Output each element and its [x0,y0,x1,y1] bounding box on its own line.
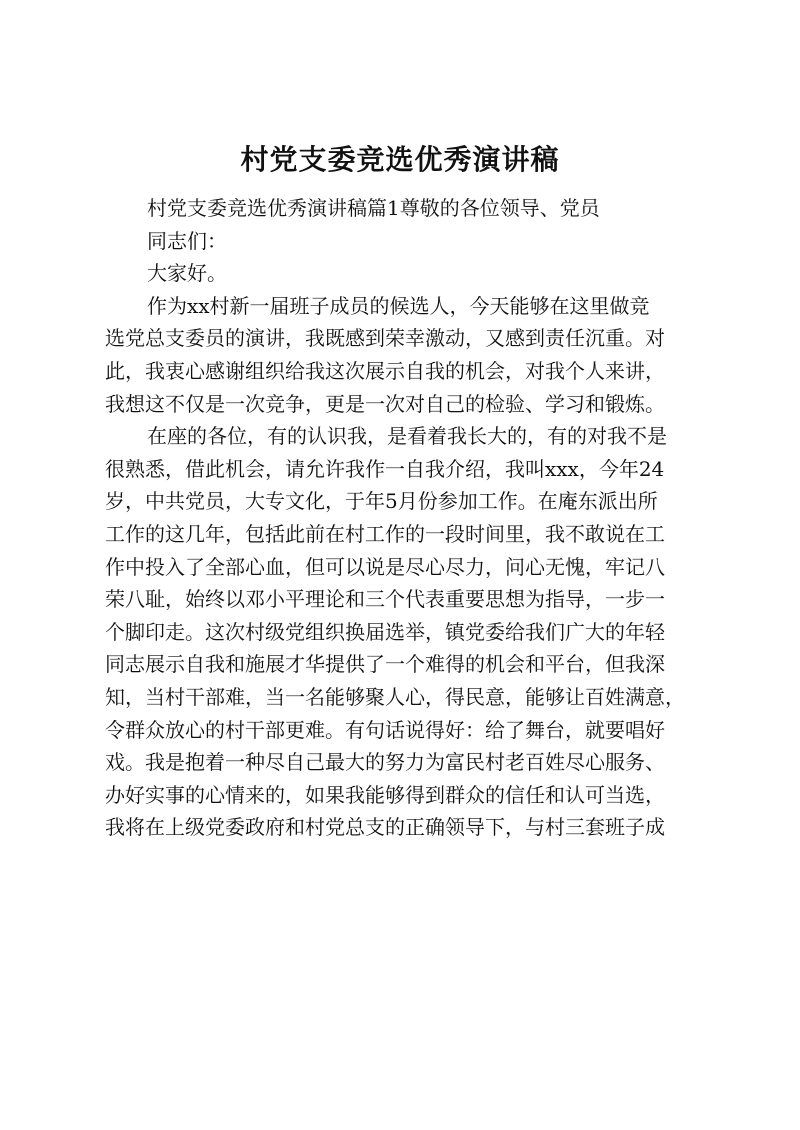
body-line: 知，当村干部难，当一名能够聚人心，得民意，能够让百姓满意， [105,684,685,709]
body-line: 工作的这几年，包括此前在村工作的一段时间里，我不敢说在工 [105,521,665,546]
body-line: 作中投入了全部心血，但可以说是尽心尽力，问心无愧，牢记八 [105,554,665,579]
body-line: 办好实事的心情来的，如果我能够得到群众的信任和认可当选， [105,782,665,807]
document-body [105,192,705,844]
body-line: 戏。我是抱着一种尽自己最大的努力为富民村老百姓尽心服务、 [105,750,665,775]
body-line: 个脚印走。这次村级党组织换届选举，镇党委给我们广大的年轻 [105,619,665,644]
body-line: 很熟悉，借此机会，请允许我作一自我介绍，我叫xxx，今年24 [105,456,665,481]
body-line: 岁，中共党员，大专文化，于年5月份参加工作。在庵东派出所 [105,489,658,514]
body-line: 在座的各位，有的认识我，是看着我长大的，有的对我不是 [147,424,667,449]
document-title: 村党支委竞选优秀演讲稿 [240,143,560,176]
body-line: 大家好。 [147,261,227,286]
body-line: 同志展示自我和施展才华提供了一个难得的机会和平台，但我深 [105,652,665,677]
body-line: 村党支委竞选优秀演讲稿篇1尊敬的各位领导、党员 [147,196,600,220]
body-line: 令群众放心的村干部更难。有句话说得好：给了舞台，就要唱好 [105,717,665,742]
body-line: 我将在上级党委政府和村党总支的正确领导下，与村三套班子成 [105,815,665,840]
body-line: 我想这不仅是一次竞争，更是一次对自己的检验、学习和锻炼。 [105,391,665,416]
body-line: 荣八耻，始终以邓小平理论和三个代表重要思想为指导，一步一 [105,587,665,612]
body-line: 此，我衷心感谢组织给我这次展示自我的机会，对我个人来讲， [105,358,665,383]
body-line: 同志们： [147,228,227,253]
body-line: 选党总支委员的演讲，我既感到荣幸激动，又感到责任沉重。对 [105,326,665,351]
body-line: 作为xx村新一届班子成员的候选人，今天能够在这里做竞 [147,293,650,318]
